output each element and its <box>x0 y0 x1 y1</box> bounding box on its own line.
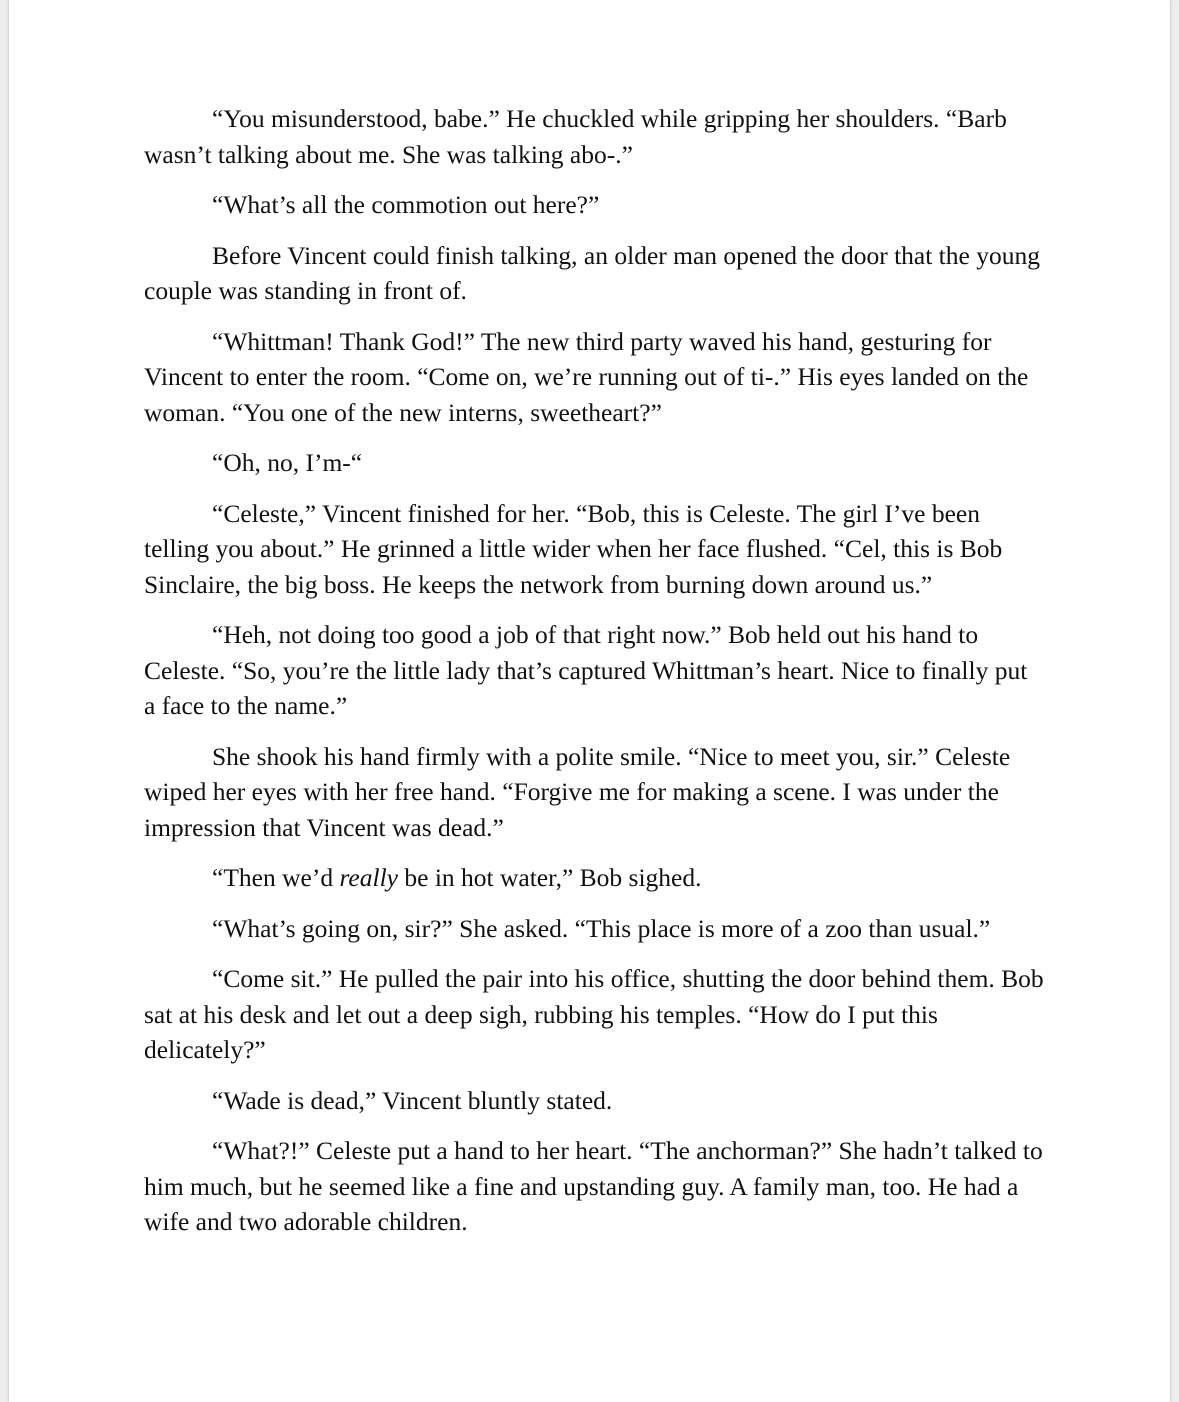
paragraph-9 <box>144 860 1044 896</box>
paragraph-6: “Celeste,” Vincent finished for her. “Bob, this is Celeste. The girl I’ve been telling you about.” He grinned a little wider when her face flushed. “Cel, this is Bob Sinclaire, the big boss. He keeps the network from burning down around us.” <box>144 498 1003 599</box>
paragraph-5: “Oh, no, I’m-“ <box>212 448 363 477</box>
paragraph-12: “Wade is dead,” Vincent bluntly stated. <box>212 1085 613 1115</box>
paragraph-8: She shook his hand firmly with a polite smile. “Nice to meet you, sir.” Celeste wiped her eyes with her free hand. “Forgive me for making a scene. I was under the impression that Vincent was dead.” <box>144 741 1011 842</box>
paragraph-1: “You misunderstood, babe.” He chuckled while gripping her shoulders. “Barb wasn’t talking about me. She was talking abo-.” <box>144 104 1007 169</box>
paragraph-3: Before Vincent could finish talking, an older man opened the door that the young couple was standing in front of. <box>144 240 1040 305</box>
body-text <box>144 101 1044 1255</box>
paragraph-9-start: “Then we’d <box>212 863 340 892</box>
paragraph-13: “What?!” Celeste put a hand to her heart. “The anchorman?” She hadn’t talked to him much, but he seemed like a fine and upstanding guy. A family man, too. He had a wife and two adorable children. <box>144 1136 1043 1236</box>
emphasis-text: really <box>339 863 398 892</box>
paragraph-2: “What’s all the commotion out here?” <box>212 190 600 219</box>
paragraph-9-end: be in hot water,” Bob sighed. <box>398 863 702 892</box>
paragraph-11: “Come sit.” He pulled the pair into his office, shutting the door behind them. Bob sat at his desk and let out a deep sigh, rubbing his temples. “How do I put this delicately?” <box>144 964 1044 1064</box>
paragraph-4: “Whittman! Thank God!” The new third party waved his hand, gesturing for Vincent to enter the room. “Come on, we’re running out of ti-.” His eyes landed on the woman. “You one of the new interns, sweetheart?” <box>144 326 1029 427</box>
document-page <box>9 0 1170 1402</box>
paragraph-7: “Heh, not doing too good a job of that right now.” Bob held out his hand to Celeste. “So, you’re the little lady that’s captured Whittman’s heart. Nice to finally put a face to the name.” <box>144 620 1028 720</box>
paragraph-10: “What’s going on, sir?” She asked. “This place is more of a zoo than usual.” <box>212 913 991 943</box>
